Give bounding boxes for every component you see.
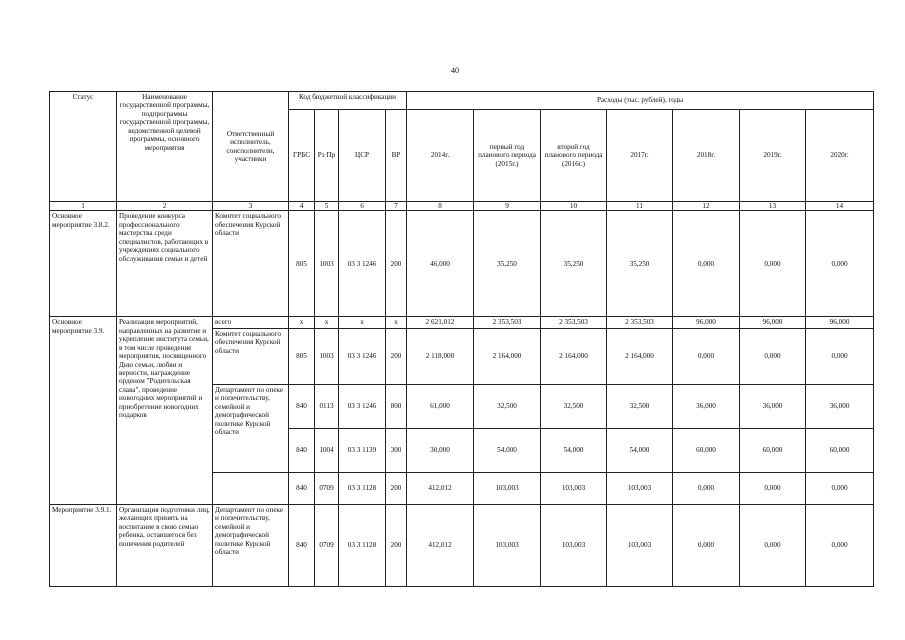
- cell-value: 103,003: [607, 472, 673, 504]
- cell-value: 412,012: [407, 504, 474, 586]
- cell-value: 2 164,000: [474, 328, 541, 384]
- col-number: 6: [339, 202, 386, 211]
- row-status: Мероприятие 3.9.1.: [50, 504, 117, 586]
- header-year: первый год планового периода (2015г.): [474, 110, 541, 202]
- header-expenses: Расходы (тыс. рублей), годы: [407, 92, 874, 110]
- cell-value: 36,000: [806, 384, 874, 428]
- table-row: [50, 211, 874, 317]
- cell-csr: 03 3 1139: [339, 428, 386, 472]
- cell-value: 2 164,000: [541, 328, 607, 384]
- row-status: Основное мероприятие 3.9.: [50, 317, 117, 504]
- cell-value: 0,000: [673, 211, 740, 317]
- cell-vr: 800: [386, 384, 407, 428]
- col-number: 4: [289, 202, 315, 211]
- cell-value: 96,000: [806, 317, 874, 328]
- cell-value: 54,000: [541, 428, 607, 472]
- header-status: Статус: [50, 92, 117, 202]
- cell-value: 0,000: [806, 472, 874, 504]
- cell-value: 0,000: [673, 504, 740, 586]
- cell-rzpr: 1003: [315, 328, 339, 384]
- row-name: Реализация мероприятий, направленных на развитие и укрепление института семьи, в том числе проведение мероприятия, посвященного Дню семьи, любви и верности, награждение орденом "Родительская слава", проведение новогодних мероприятий и приобретение новогодних подарков: [117, 317, 213, 504]
- cell-value: 96,000: [740, 317, 806, 328]
- cell-value: 2 164,000: [607, 328, 673, 384]
- col-number: 10: [541, 202, 607, 211]
- header-year: 2017г.: [607, 110, 673, 202]
- cell-rzpr: 0709: [315, 504, 339, 586]
- header-year: второй год планового периода (2016г.): [541, 110, 607, 202]
- col-number: 8: [407, 202, 474, 211]
- col-number: 13: [740, 202, 806, 211]
- cell-grbs: 840: [289, 384, 315, 428]
- col-number: 1: [50, 202, 117, 211]
- row-responsible: Департамент по опеке и попечительству, семейной и демографической политике Курской области: [213, 384, 289, 472]
- cell-value: 60,000: [806, 428, 874, 472]
- cell-value: 35,250: [541, 211, 607, 317]
- cell-value: 0,000: [806, 504, 874, 586]
- cell-vr: 300: [386, 428, 407, 472]
- row-responsible: [213, 472, 289, 504]
- cell-value: 0,000: [740, 504, 806, 586]
- cell-value: 103,003: [474, 472, 541, 504]
- row-responsible: всего: [213, 317, 289, 328]
- cell-rzpr: 0113: [315, 384, 339, 428]
- table-row: [50, 317, 874, 328]
- cell-grbs: 805: [289, 328, 315, 384]
- cell-value: 2 118,000: [407, 328, 474, 384]
- row-name: Организация подготовки лиц, желающих принять на воспитание в свою семью ребенка, оставшегося без попечения родителей: [117, 504, 213, 586]
- cell-value: 0,000: [740, 472, 806, 504]
- cell-value: 60,000: [740, 428, 806, 472]
- cell-vr: 200: [386, 328, 407, 384]
- row-name: Проведение конкурса профессионального мастерства среди специалистов, работающих в учреждениях социального обслуживания семьи и детей: [117, 211, 213, 317]
- table-row: [50, 504, 874, 586]
- header-grbs: ГРБС: [289, 110, 315, 202]
- cell-rzpr: 0709: [315, 472, 339, 504]
- cell-value: 412,012: [407, 472, 474, 504]
- col-number: 11: [607, 202, 673, 211]
- cell-grbs: 805: [289, 211, 315, 317]
- cell-csr: 03 3 1246: [339, 211, 386, 317]
- cell-csr: 03 3 1128: [339, 504, 386, 586]
- cell-value: 32,500: [474, 384, 541, 428]
- cell-value: 2 353,503: [541, 317, 607, 328]
- cell-grbs: 840: [289, 472, 315, 504]
- header-year: 2020г.: [806, 110, 874, 202]
- cell-value: 0,000: [806, 328, 874, 384]
- cell-value: 96,000: [673, 317, 740, 328]
- cell-csr: 03 3 1246: [339, 328, 386, 384]
- cell-value: 36,000: [740, 384, 806, 428]
- cell-grbs: 840: [289, 428, 315, 472]
- header-csr: ЦСР: [339, 110, 386, 202]
- cell-value: 36,000: [673, 384, 740, 428]
- page-number: 40: [451, 66, 459, 75]
- cell-value: 0,000: [806, 211, 874, 317]
- cell-vr: 200: [386, 504, 407, 586]
- cell-value: 103,003: [541, 472, 607, 504]
- row-responsible: Комитет социального обеспечения Курской области: [213, 328, 289, 384]
- header-year: 2018г.: [673, 110, 740, 202]
- row-responsible: Комитет социального обеспечения Курской области: [213, 211, 289, 317]
- column-number-row: [50, 202, 874, 211]
- header-name: Наименование государственной программы, подпрограммы государственной программы, ведомственной целевой программы, основного мероприятия: [117, 92, 213, 202]
- col-number: 9: [474, 202, 541, 211]
- cell-vr: 200: [386, 211, 407, 317]
- header-vr: ВР: [386, 110, 407, 202]
- row-responsible: Департамент по опеке и попечительству, семейной и демографической политике Курской области: [213, 504, 289, 586]
- row-status: Основное мероприятие 3.8.2.: [50, 211, 117, 317]
- cell-value: 0,000: [673, 472, 740, 504]
- cell-rzpr: 1004: [315, 428, 339, 472]
- header-rzpr: Рз Пр: [315, 110, 339, 202]
- cell-value: 35,250: [607, 211, 673, 317]
- cell-value: 2 353,503: [607, 317, 673, 328]
- cell-rzpr: x: [315, 317, 339, 328]
- cell-value: 2 621,012: [407, 317, 474, 328]
- cell-value: 54,000: [474, 428, 541, 472]
- header-year: 2019г.: [740, 110, 806, 202]
- cell-value: 0,000: [740, 328, 806, 384]
- header-budget-code: Код бюджетной классификации: [289, 92, 407, 110]
- cell-value: 30,000: [407, 428, 474, 472]
- col-number: 5: [315, 202, 339, 211]
- col-number: 14: [806, 202, 874, 211]
- expenses-table: [49, 91, 874, 587]
- col-number: 12: [673, 202, 740, 211]
- header-responsible: Ответственный исполнитель, соисполнители, участники: [213, 92, 289, 202]
- header-year: 2014г.: [407, 110, 474, 202]
- cell-value: 0,000: [740, 211, 806, 317]
- cell-csr: 03 3 1246: [339, 384, 386, 428]
- col-number: 2: [117, 202, 213, 211]
- cell-rzpr: 1003: [315, 211, 339, 317]
- cell-csr: x: [339, 317, 386, 328]
- cell-value: 103,003: [607, 504, 673, 586]
- cell-value: 61,000: [407, 384, 474, 428]
- col-number: 3: [213, 202, 289, 211]
- cell-value: 0,000: [673, 328, 740, 384]
- cell-value: 32,500: [607, 384, 673, 428]
- cell-vr: x: [386, 317, 407, 328]
- cell-vr: 200: [386, 472, 407, 504]
- cell-value: 35,250: [474, 211, 541, 317]
- cell-grbs: 840: [289, 504, 315, 586]
- col-number: 7: [386, 202, 407, 211]
- cell-grbs: x: [289, 317, 315, 328]
- cell-value: 103,003: [474, 504, 541, 586]
- cell-value: 54,000: [607, 428, 673, 472]
- cell-value: 2 353,503: [474, 317, 541, 328]
- cell-value: 46,000: [407, 211, 474, 317]
- cell-value: 60,000: [673, 428, 740, 472]
- cell-csr: 03 3 1128: [339, 472, 386, 504]
- cell-value: 103,003: [541, 504, 607, 586]
- cell-value: 32,500: [541, 384, 607, 428]
